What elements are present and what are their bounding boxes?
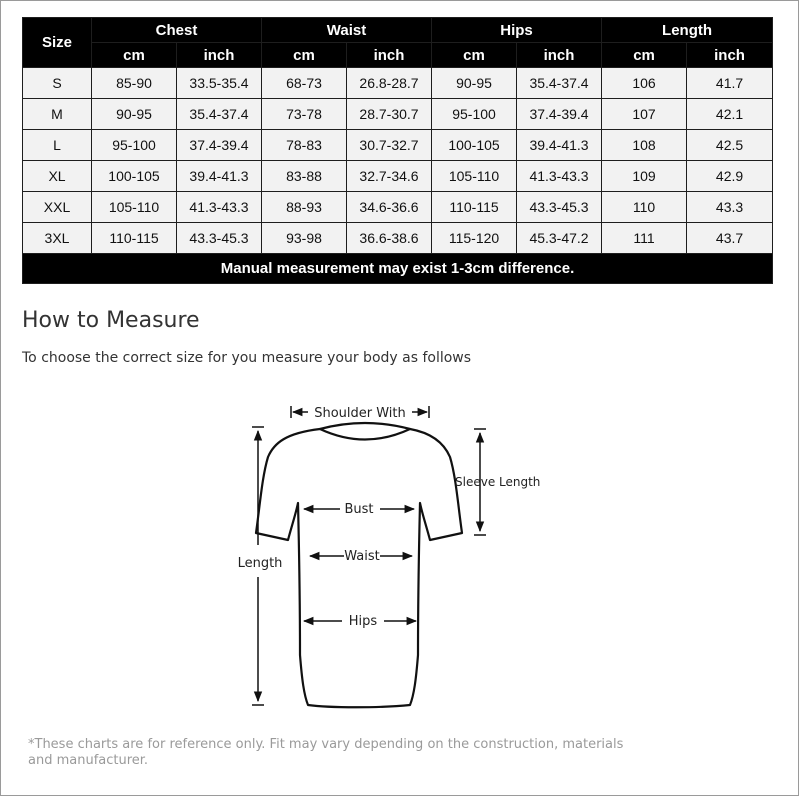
size-cell: L (23, 130, 92, 161)
measurement-cell: 43.3 (687, 192, 773, 223)
measurement-cell: 43.7 (687, 223, 773, 254)
unit-header: cm (602, 43, 687, 68)
measurement-cell: 90-95 (432, 68, 517, 99)
table-group-header-row (23, 18, 773, 43)
measurement-cell: 110 (602, 192, 687, 223)
length-header: Length (602, 18, 773, 43)
unit-header: inch (687, 43, 773, 68)
measurement-cell: 78-83 (262, 130, 347, 161)
dress-measurement-diagram (200, 395, 560, 715)
measurement-cell: 37.4-39.4 (517, 99, 602, 130)
measurement-cell: 37.4-39.4 (177, 130, 262, 161)
table-row (23, 161, 773, 192)
reference-footnote: *These charts are for reference only. Fit may vary depending on the construction, materials and manufacturer. (28, 737, 624, 768)
measurement-cell: 39.4-41.3 (517, 130, 602, 161)
measurement-cell: 30.7-32.7 (347, 130, 432, 161)
measurement-cell: 106 (602, 68, 687, 99)
measurement-cell: 100-105 (432, 130, 517, 161)
unit-header: cm (432, 43, 517, 68)
unit-header: cm (92, 43, 177, 68)
measurement-cell: 105-110 (92, 192, 177, 223)
measurement-cell: 43.3-45.3 (517, 192, 602, 223)
measurement-cell: 115-120 (432, 223, 517, 254)
measurement-cell: 90-95 (92, 99, 177, 130)
measurement-cell: 41.7 (687, 68, 773, 99)
waist-label: Waist (344, 549, 380, 564)
size-header: Size (23, 18, 92, 68)
table-unit-header-row (23, 43, 773, 68)
unit-header: inch (347, 43, 432, 68)
measurement-cell: 108 (602, 130, 687, 161)
measurement-cell: 36.6-38.6 (347, 223, 432, 254)
measurement-cell: 33.5-35.4 (177, 68, 262, 99)
table-row (23, 130, 773, 161)
measurement-cell: 85-90 (92, 68, 177, 99)
measurement-cell: 39.4-41.3 (177, 161, 262, 192)
unit-header: inch (177, 43, 262, 68)
hips-label: Hips (348, 614, 378, 629)
shoulder-label: Shoulder With (314, 406, 406, 421)
measurement-cell: 83-88 (262, 161, 347, 192)
size-cell: M (23, 99, 92, 130)
how-to-measure-title: How to Measure (22, 308, 200, 333)
dress-outline (256, 429, 462, 707)
measurement-cell: 34.6-36.6 (347, 192, 432, 223)
measurement-cell: 88-93 (262, 192, 347, 223)
measurement-cell: 35.4-37.4 (177, 99, 262, 130)
bust-label: Bust (344, 502, 374, 517)
measurement-cell: 95-100 (432, 99, 517, 130)
measurement-cell: 41.3-43.3 (517, 161, 602, 192)
table-row (23, 192, 773, 223)
measurement-cell: 35.4-37.4 (517, 68, 602, 99)
hips-header: Hips (432, 18, 602, 43)
measurement-note-row (23, 254, 773, 284)
measurement-cell: 105-110 (432, 161, 517, 192)
size-cell: 3XL (23, 223, 92, 254)
measurement-cell: 111 (602, 223, 687, 254)
measurement-cell: 73-78 (262, 99, 347, 130)
measurement-cell: 42.5 (687, 130, 773, 161)
table-row (23, 68, 773, 99)
measurement-cell: 43.3-45.3 (177, 223, 262, 254)
size-cell: S (23, 68, 92, 99)
measurement-cell: 107 (602, 99, 687, 130)
chest-header: Chest (92, 18, 262, 43)
measurement-cell: 45.3-47.2 (517, 223, 602, 254)
how-to-measure-subtitle: To choose the correct size for you measure your body as follows (22, 350, 472, 366)
measurement-cell: 110-115 (432, 192, 517, 223)
table-row (23, 223, 773, 254)
measurement-cell: 41.3-43.3 (177, 192, 262, 223)
size-cell: XXL (23, 192, 92, 223)
sleeve-label: Sleeve Length (455, 475, 541, 489)
waist-header: Waist (262, 18, 432, 43)
size-cell: XL (23, 161, 92, 192)
measurement-cell: 100-105 (92, 161, 177, 192)
measurement-cell: 42.1 (687, 99, 773, 130)
measurement-cell: 110-115 (92, 223, 177, 254)
size-chart-table (22, 17, 773, 284)
measurement-cell: 68-73 (262, 68, 347, 99)
measurement-cell: 26.8-28.7 (347, 68, 432, 99)
measurement-cell: 42.9 (687, 161, 773, 192)
measurement-cell: 109 (602, 161, 687, 192)
measurement-cell: 93-98 (262, 223, 347, 254)
measurement-cell: 28.7-30.7 (347, 99, 432, 130)
measurement-note: Manual measurement may exist 1-3cm difference. (23, 254, 773, 284)
unit-header: cm (262, 43, 347, 68)
measurement-cell: 32.7-34.6 (347, 161, 432, 192)
measurement-cell: 95-100 (92, 130, 177, 161)
table-row (23, 99, 773, 130)
length-label: Length (237, 556, 283, 571)
unit-header: inch (517, 43, 602, 68)
dress-neckline (320, 423, 410, 429)
